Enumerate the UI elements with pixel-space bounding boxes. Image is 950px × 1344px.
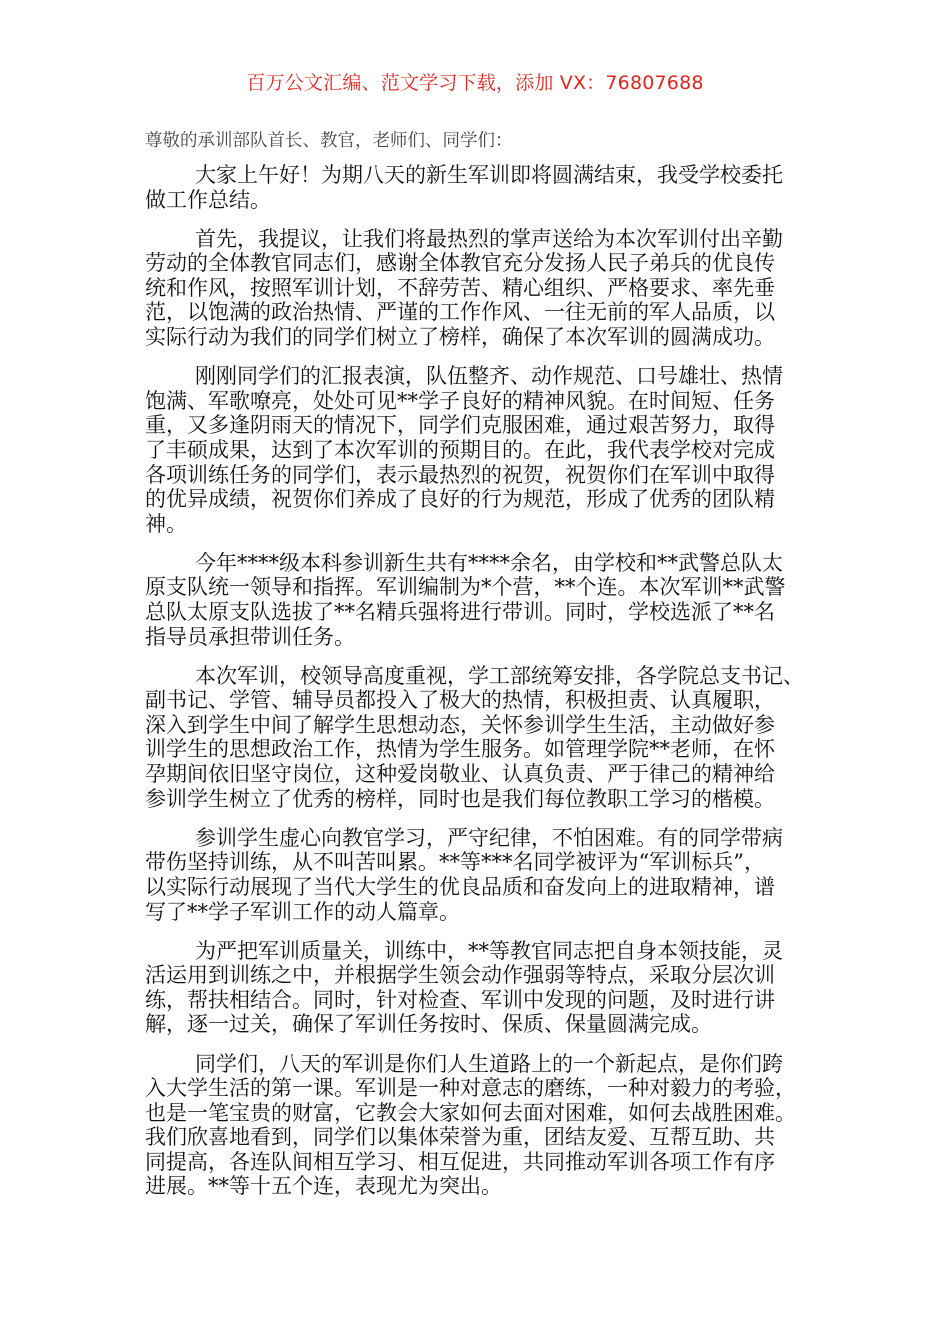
- paragraph-line: 带伤坚持训练，从不叫苦叫累。**等***名同学被评为“军训标兵”，: [145, 850, 765, 875]
- paragraph-line: 原支队统一领导和指挥。军训编制为*个营，**个连。本次军训**武警: [145, 575, 786, 600]
- paragraph-line: 总队太原支队选拔了**名精兵强将进行带训。同时，学校选派了**名: [145, 600, 775, 624]
- paragraph-line: 的优异成绩，祝贺你们养成了良好的行为规范，形成了优秀的团队精: [145, 487, 775, 512]
- paragraph: [145, 1052, 815, 1200]
- paragraph-line: 入大学生活的第一课。军训是一种对意志的磨练，一种对毅力的考验，: [145, 1076, 796, 1101]
- document-body: [145, 163, 815, 1214]
- paragraph-line: 同提高，各连队间相互学习、相互促进，共同推动军训各项工作有序: [145, 1149, 775, 1174]
- paragraph-line: 重，又多逢阴雨天的情况下，同学们克服困难，通过艰苦努力，取得: [145, 413, 775, 438]
- paragraph: [145, 664, 815, 812]
- paragraph-line: 深入到学生中间了解学生思想动态，关怀参训学生生活，主动做好参: [145, 712, 775, 737]
- paragraph-line: 本次军训，校领导高度重视，学工部统筹安排，各学院总支书记、: [195, 663, 804, 688]
- paragraph-line: 参训学生树立了优秀的榜样，同时也是我们每位教职工学习的楷模。: [145, 786, 775, 811]
- paragraph-line: 活运用到训练之中，并根据学生领会动作强弱等特点，采取分层次训: [145, 963, 775, 988]
- paragraph-line: 做工作总结。: [145, 187, 271, 212]
- paragraph-line: 了丰硕成果，达到了本次军训的预期目的。在此，我代表学校对完成: [145, 437, 775, 462]
- paragraph-line: 首先，我提议，让我们将最热烈的掌声送给为本次军训付出辛勤: [195, 226, 783, 251]
- paragraph-line: 训学生的思想政治工作，热情为学生服务。如管理学院**老师，在怀: [145, 737, 775, 762]
- paragraph-line: 神。: [145, 511, 187, 536]
- paragraph-line: 以实际行动展现了当代大学生的优良品质和奋发向上的进取精神，谱: [145, 874, 775, 899]
- paragraph-line: 指导员承担带训任务。: [145, 624, 355, 649]
- paragraph-line: 副书记、学管、辅导员都投入了极大的热情，积极担责、认真履职，: [145, 688, 775, 713]
- paragraph-line: 孕期间依旧坚守岗位，这种爱岗敬业、认真负责、严于律己的精神给: [145, 762, 775, 787]
- paragraph-line: 参训学生虚心向教官学习，严守纪律，不怕困难。有的同学带病: [195, 825, 783, 850]
- paragraph-line: 劳动的全体教官同志们，感谢全体教官充分发扬人民子弟兵的优良传: [145, 251, 775, 276]
- paragraph-line: 今年****级本科参训新生共有****余名，由学校和**武警总队太: [195, 550, 783, 575]
- paragraph-line: 解，逐一过关，确保了军训任务按时、保质、保量圆满完成。: [145, 1012, 712, 1037]
- paragraph-line: 各项训练任务的同学们，表示最热烈的祝贺，祝贺你们在军训中取得: [145, 462, 775, 487]
- paragraph-line: 范，以饱满的政治热情、严谨的工作作风、一往无前的军人品质，以: [145, 300, 775, 325]
- paragraph-line: 统和作风，按照军训计划，不辞劳苦、精心组织、严格要求、率先垂: [145, 275, 775, 300]
- paragraph: [145, 551, 815, 649]
- paragraph-line: 我们欣喜地看到，同学们以集体荣誉为重，团结友爱、互帮互助、共: [145, 1125, 775, 1150]
- watermark-header: 百万公文汇编、范文学习下载，添加 VX：76807688: [246, 72, 704, 94]
- paragraph-line: 为严把军训质量关，训练中，**等教官同志把自身本领技能，灵: [195, 938, 783, 963]
- paragraph-line: 大家上午好！为期八天的新生军训即将圆满结束，我受学校委托: [195, 163, 783, 187]
- paragraph-line: 也是一笔宝贵的财富，它教会大家如何去面对困难，如何去战胜困难。: [145, 1100, 796, 1125]
- paragraph: [145, 227, 815, 350]
- paragraph-line: 写了**学子军训工作的动人篇章。: [145, 899, 460, 924]
- paragraph-line: 实际行动为我们的同学们树立了榜样，确保了本次军训的圆满成功。: [145, 325, 775, 350]
- paragraph-line: 同学们，八天的军训是你们人生道路上的一个新起点，是你们跨: [195, 1051, 783, 1076]
- paragraph-line: 饱满、军歌嘹亮，处处可见**学子良好的精神风貌。在时间短、任务: [145, 388, 775, 413]
- paragraph-line: 刚刚同学们的汇报表演，队伍整齐、动作规范、口号雄壮、热情: [195, 364, 783, 389]
- paragraph-line: 练，帮扶相结合。同时，针对检查、军训中发现的问题，及时进行讲: [145, 987, 775, 1012]
- paragraph: [145, 826, 815, 924]
- salutation: 尊敬的承训部队首长、教官，老师们、同学们：: [145, 131, 513, 151]
- paragraph: [145, 939, 815, 1037]
- paragraph: [145, 163, 815, 212]
- paragraph-line: 进展。**等十五个连，表现尤为突出。: [145, 1174, 502, 1199]
- paragraph: [145, 364, 815, 536]
